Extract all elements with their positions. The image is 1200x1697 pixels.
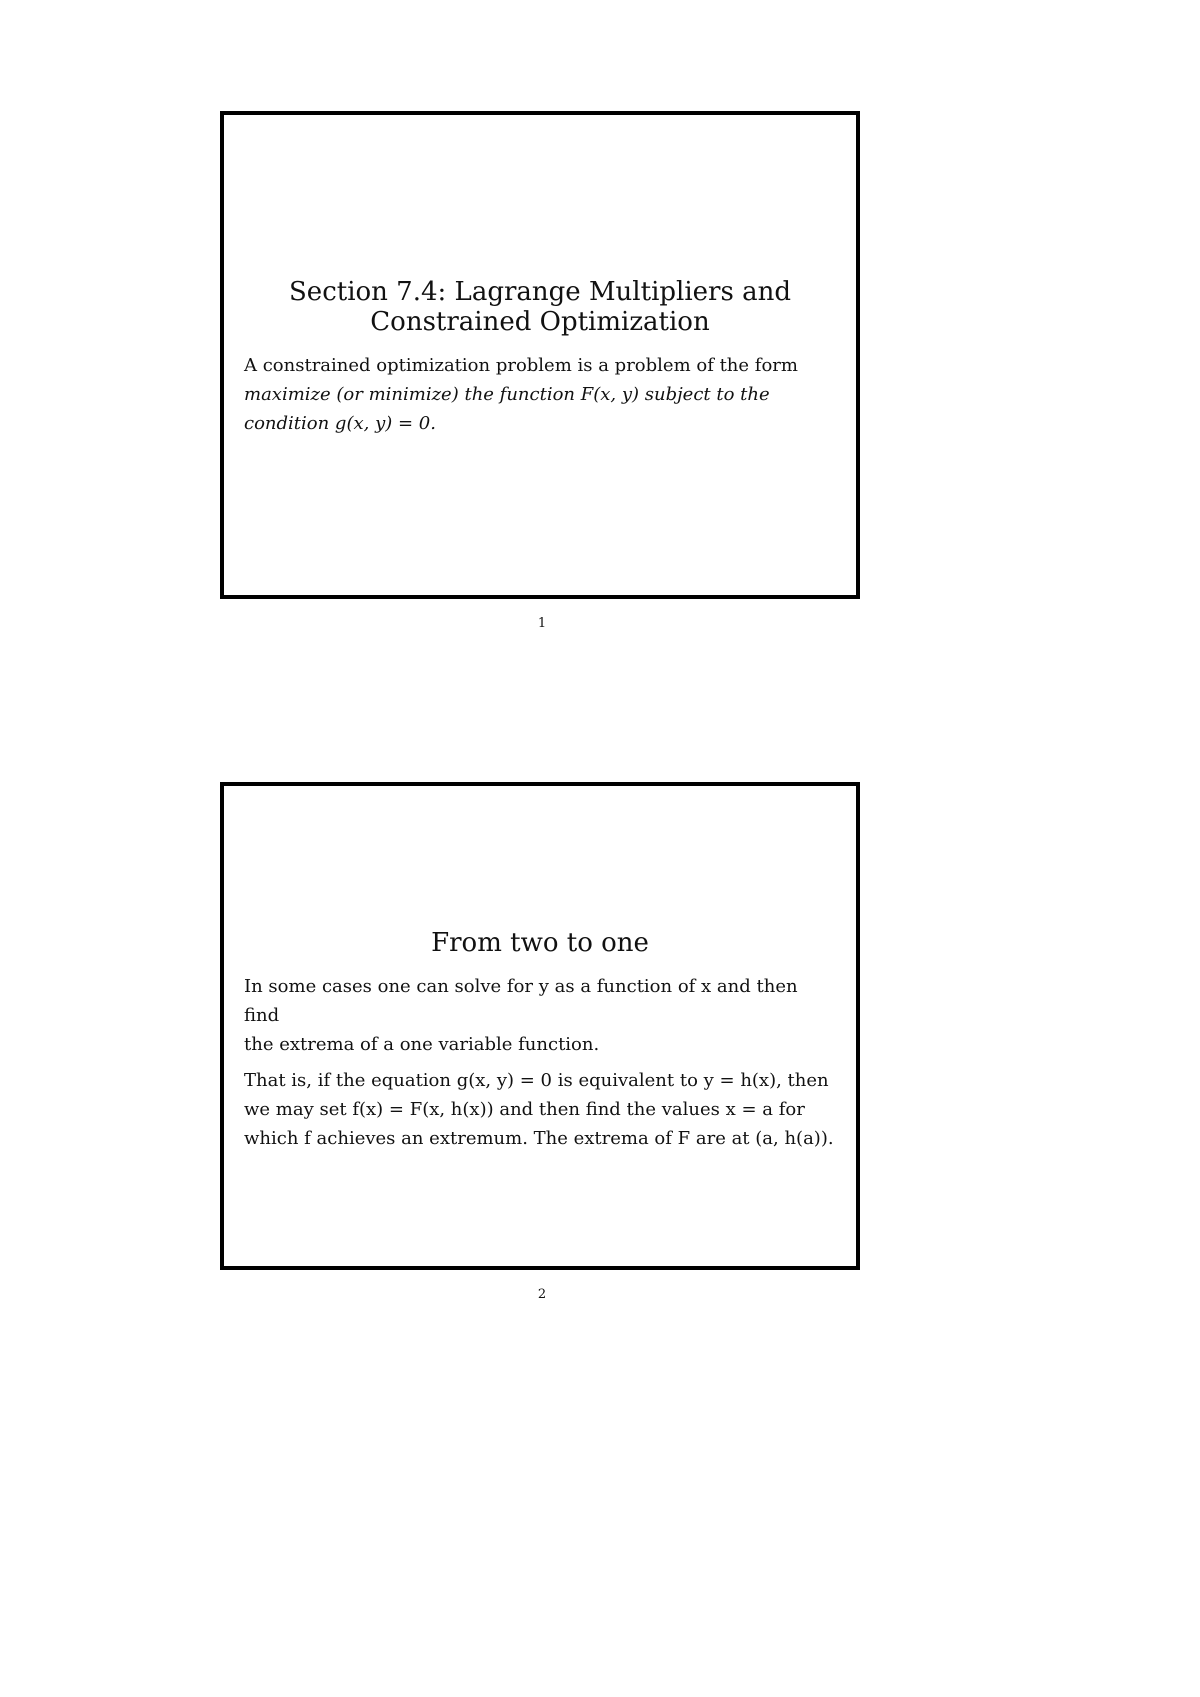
slide-1-text-line1: A constrained optimization problem is a problem of the form	[244, 355, 798, 376]
slide-2-title: From two to one	[431, 928, 649, 958]
slide-1-content	[244, 277, 836, 445]
slide-1-paragraph	[244, 351, 836, 438]
slide-2-p2-line3: which f achieves an extremum. The extrema of F are at (a, h(a)).	[244, 1128, 834, 1149]
slide-1-title	[244, 277, 836, 337]
slide-2-p2-line2: we may set f(x) = F(x, h(x)) and then find the values x = a for	[244, 1099, 805, 1120]
slide-1-title-line2: Constrained Optimization	[370, 307, 710, 337]
slide-2-p1-line1: In some cases one can solve for y as a function of x and then find	[244, 976, 798, 1026]
slide-2-paragraph-1	[244, 972, 836, 1059]
slide-2	[220, 782, 860, 1270]
page-number-2: 2	[537, 1287, 547, 1302]
slide-1-title-line1: Section 7.4: Lagrange Multipliers and	[289, 277, 791, 307]
slide-1-text-line2: maximize (or minimize) the function F(x, y) subject to the	[244, 384, 770, 405]
slide-2-content	[244, 928, 836, 1160]
slide-2-p2-line1: That is, if the equation g(x, y) = 0 is equivalent to y = h(x), then	[244, 1070, 829, 1091]
slide-2-paragraph-2	[244, 1066, 836, 1153]
slide-1-text-line3: condition g(x, y) = 0.	[244, 413, 436, 434]
slide-2-p1-line2: the extrema of a one variable function.	[244, 1034, 600, 1055]
page-number-1: 1	[537, 616, 547, 631]
slide-1	[220, 111, 860, 599]
